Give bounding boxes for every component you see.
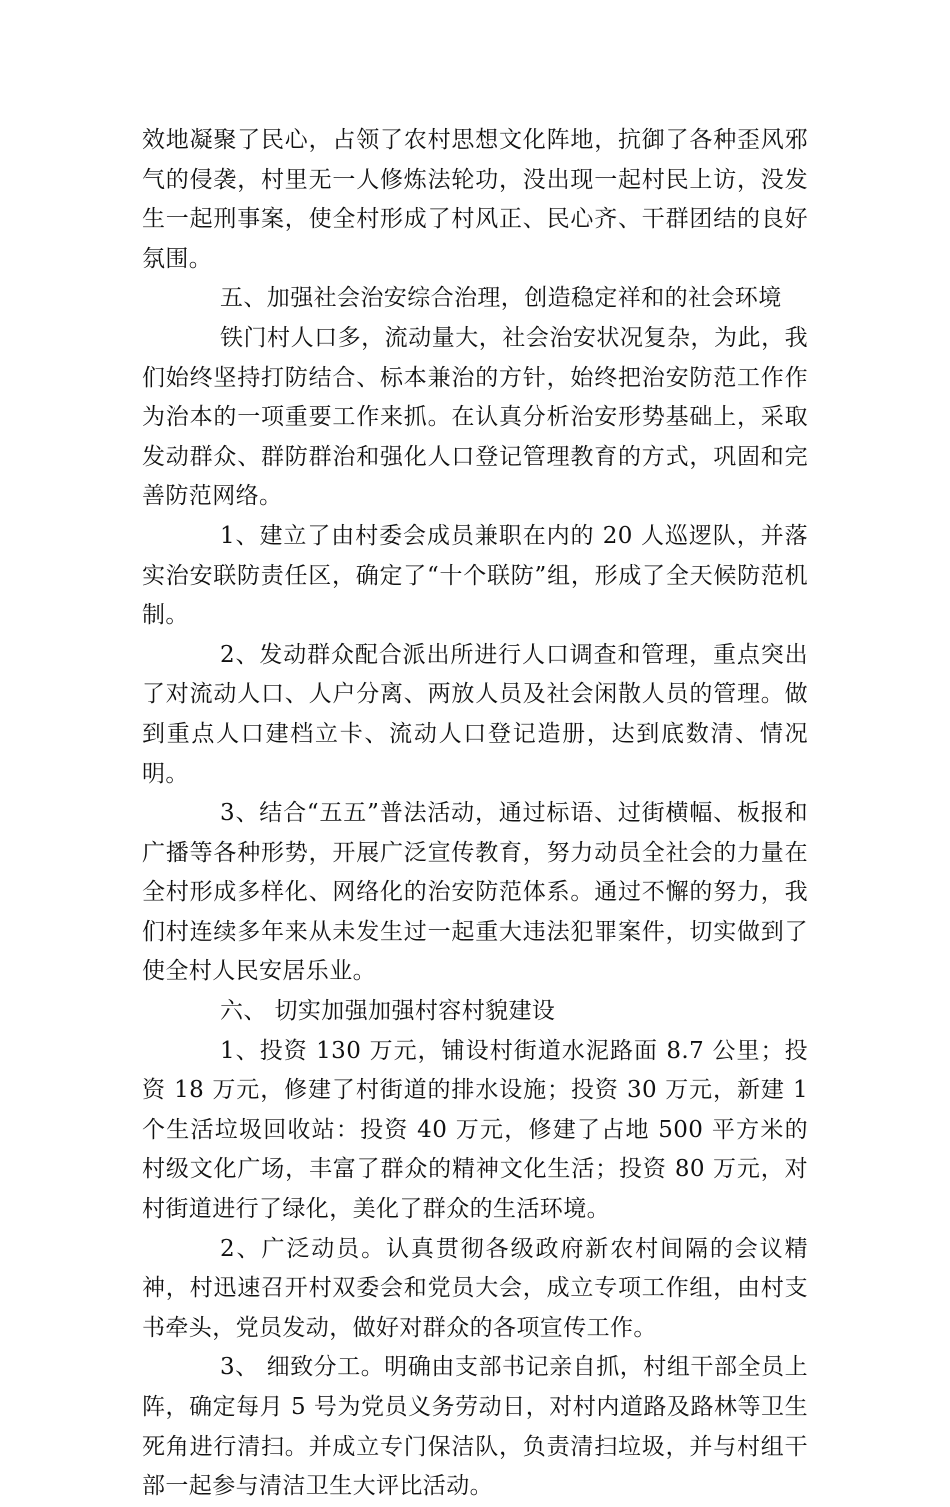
paragraph-security-overview: 铁门村人口多，流动量大，社会治安状况复杂，为此，我们始终坚持打防结合、标本兼治的方针，始终把治安防范工作作为治本的一项重要工作来抓。在认真分析治安形势基础上，采取发动群众、群防群治和强化人口登记管理教育的方式，巩固和完善防范网络。 bbox=[142, 324, 808, 510]
section-heading-five: 五、加强社会治安综合治理，创造稳定祥和的社会环境 bbox=[220, 285, 782, 312]
paragraph-patrol-team: 1、建立了由村委会成员兼职在内的 20 人巡逻队，并落实治安联防责任区，确定了“十个联防”组，形成了全天候防范机制。 bbox=[142, 522, 808, 629]
document-body bbox=[142, 121, 808, 1507]
paragraph-continuation: 效地凝聚了民心，占领了农村思想文化阵地，抗御了各种歪风邪气的侵袭，村里无一人修炼法轮功，没出现一起村民上访，没发生一起刑事案，使全村形成了村风正、民心齐、干群团结的良好氛围。 bbox=[142, 127, 808, 272]
paragraph-legal-education: 3、结合“五五”普法活动，通过标语、过街横幅、板报和广播等各种形势，开展广泛宣传教育，努力动员全社会的力量在全村形成多样化、网络化的治安防范体系。通过不懈的努力，我们村连续多年来从未发生过一起重大违法犯罪案件，切实做到了使全村人民安居乐业。 bbox=[142, 800, 808, 985]
paragraph-population-management: 2、发动群众配合派出所进行人口调查和管理，重点突出了对流动人口、人户分离、两放人员及社会闲散人员的管理。做到重点人口建档立卡、流动人口登记造册，达到底数清、情况明。 bbox=[142, 641, 808, 787]
paragraph-mobilization: 2、广泛动员。认真贯彻各级政府新农村间隔的会议精神，村迅速召开村双委会和党员大会，成立专项工作组，由村支书牵头，党员发动，做好对群众的各项宣传工作。 bbox=[142, 1235, 808, 1341]
section-heading-six: 六、 切实加强加强村容村貌建设 bbox=[220, 998, 556, 1025]
paragraph-investment: 1、投资 130 万元，铺设村街道水泥路面 8.7 公里；投资 18 万元，修建了村街道的排水设施；投资 30 万元，新建 1 个生活垃圾回收站：投资 40 万元，修建了占地 500 平方米的村级文化广场，丰富了群众的精神文化生活；投资 80 万元，对村街道进行了绿化，美化了群众的生活环境。 bbox=[142, 1037, 808, 1223]
paragraph-division-of-labor: 3、 细致分工。明确由支部书记亲自抓，村组干部全员上阵，确定每月 5 号为党员义务劳动日，对村内道路及路林等卫生死角进行清扫。并成立专门保洁队，负责清扫垃圾，并与村组干部一起参与清洁卫生大评比活动。 bbox=[142, 1354, 808, 1500]
